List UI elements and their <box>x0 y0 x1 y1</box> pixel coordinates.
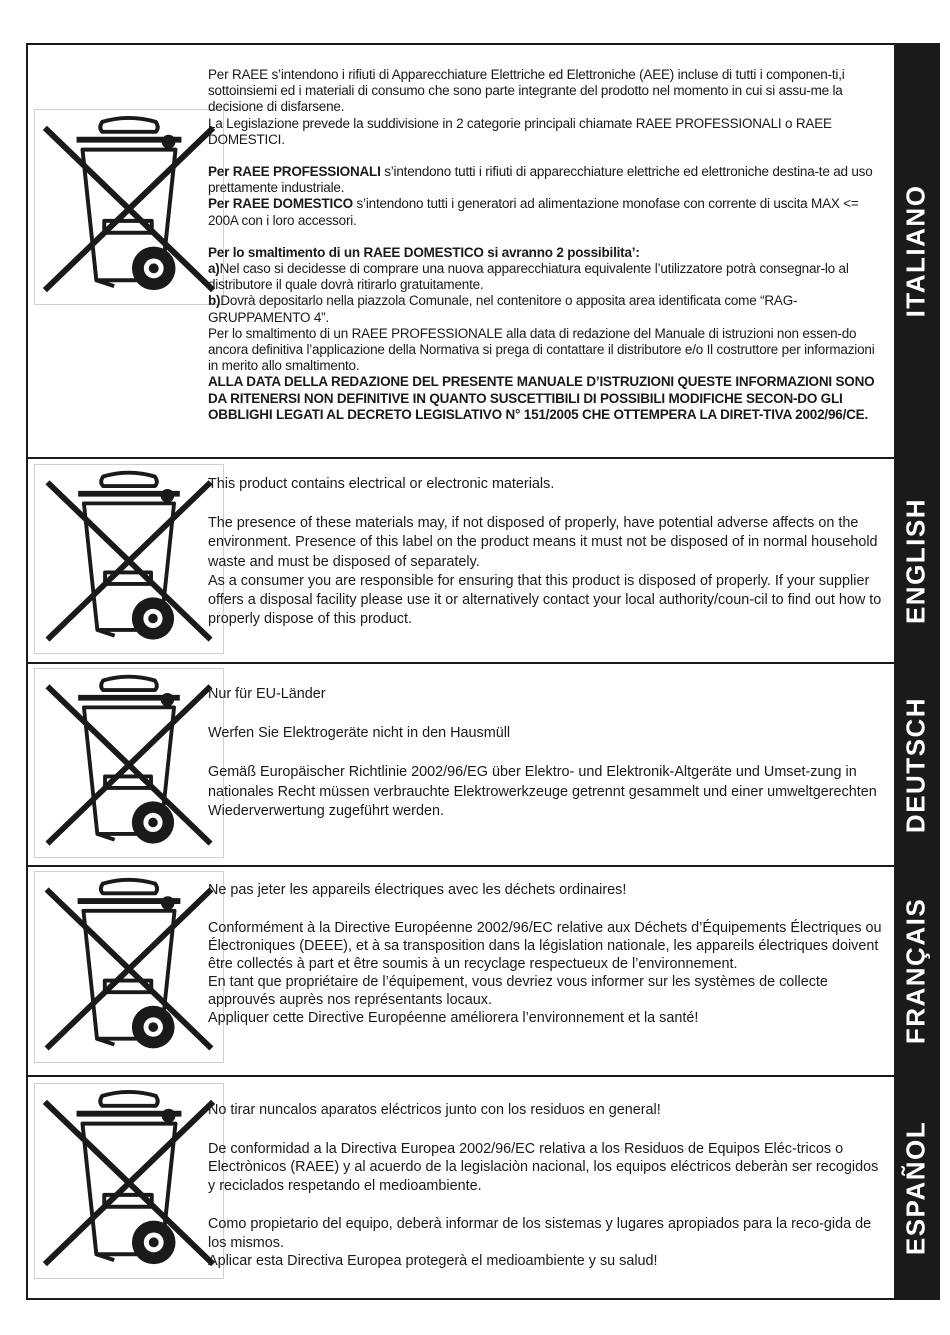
paragraph-text: s’intendono tutti i rifiuti di apparecchiature elettriche ed elettroniche destina-te ad uso prettamente industriale. <box>208 164 873 196</box>
paragraph-spacer <box>208 899 888 919</box>
section-italiano <box>28 45 938 459</box>
paragraph-spacer <box>208 743 888 763</box>
paragraph-text: This product contains electrical or electronic materials. <box>208 476 555 492</box>
paragraph-text: Conformément à la Directive Européenne 2002/96/EC relative aux Déchets d’Équipements Électriques ou Électroniques (DEEE), et à sa transposition dans la législation nationale, les appareils électriques doivent être collectés à part et être soumis à un recyclage respectueux de l’environnement. <box>208 920 882 972</box>
paragraph-text: Nur für EU-Länder <box>208 686 326 702</box>
bold-text: Per lo smaltimento di un RAEE DOMESTICO si avranno 2 possibilita’: <box>208 244 640 260</box>
language-label: FRANÇAIS <box>900 897 931 1045</box>
paragraph-text: En tant que propriétaire de l’équipement, vous devriez vous informer sur les systèmes de collecte approuvés auprès nos représentants locaux. <box>208 974 828 1008</box>
weee-bin-icon <box>34 109 224 305</box>
paragraph-text: Como propietario del equipo, deberà informar de los sistemas y lugares apropiados para la reco-gida de los mismos. <box>208 1216 872 1251</box>
paragraph-text: Per RAEE s’intendono i rifiuti di Apparecchiature Elettriche ed Elettroniche (AEE) incluse di tutti i componen-ti,i sottoinsiemi ed i materiali di consumo che sono parte integrante del prodotto nel momento in cui si assu-me la decisione di disfarsene. <box>208 67 845 115</box>
bold-text: a) <box>208 261 220 277</box>
paragraph-spacer <box>208 229 888 245</box>
language-label: ESPAÑOL <box>900 1120 931 1255</box>
paragraph-text: La Legislazione prevede la suddivisione in 2 categorie principali chiamate RAEE PROFESSIONALI o RAEE DOMESTICI. <box>208 115 832 147</box>
language-label-bar <box>894 459 938 662</box>
paragraph <box>208 572 888 630</box>
paragraph <box>208 1009 888 1027</box>
paragraph <box>208 724 888 743</box>
language-label: ITALIANO <box>900 184 931 318</box>
paragraph-text: Dovrà depositarlo nella piazzola Comunale, nel contenitore o apposita area identificata come “RAG-GRUPPAMENTO 4”. <box>208 293 798 325</box>
weee-bin-icon <box>34 871 224 1063</box>
bold-text: ALLA DATA DELLA REDAZIONE DEL PRESENTE MANUALE D’ISTRUZIONI QUESTE INFORMAZIONI SONO DA RITENERSI NON DEFINITIVE IN QUANTO SUSCETTIBILI DI POSSIBILI MODIFICHE SECON-DO GLI OBBLIGHI LEGATI AL DECRETO LEGISLATIVO N° 151/2005 CHE OTTEMPERA LA DIRET-TIVA 2002/96/CE. <box>208 374 875 422</box>
section-text <box>208 67 888 423</box>
paragraph-text: Ne pas jeter les appareils électriques avec les déchets ordinaires! <box>208 882 627 898</box>
bold-text: Per RAEE DOMESTICO <box>208 196 353 212</box>
weee-bin-icon <box>34 464 224 654</box>
section-text <box>208 475 888 629</box>
paragraph-text: s’intendono tutti i generatori ad alimentazione monofase con corrente di uscita MAX <= 200A con i loro accessori. <box>208 196 859 228</box>
section-text <box>208 1101 888 1271</box>
paragraph-spacer <box>208 1195 888 1215</box>
paragraph <box>208 261 888 293</box>
paragraph-text: Aplicar esta Directiva Europea protegerà el medioambiente y su salud! <box>208 1253 658 1269</box>
section-text <box>208 881 888 1027</box>
paragraph <box>208 1101 888 1120</box>
language-label-bar <box>894 664 938 865</box>
paragraph-spacer <box>208 494 888 514</box>
language-label-bar <box>894 45 938 457</box>
paragraph-text: Werfen Sie Elektrogeräte nicht in den Hausmüll <box>208 725 511 742</box>
bold-text: b) <box>208 293 221 309</box>
paragraph <box>208 245 888 261</box>
paragraph-spacer <box>208 704 888 724</box>
weee-bin-icon <box>34 1083 224 1279</box>
paragraph-text: The presence of these materials may, if not disposed of properly, have potential adverse affects on the environment. Presence of this label on the product means it must not be disposed of in normal household waste and must be disposed of separately. <box>208 515 878 570</box>
section-espanol <box>28 1077 938 1298</box>
paragraph-text: De conformidad a la Directiva Europea 2002/96/EC relativa a los Residuos de Equipos Eléc-tricos o Electrònicos (RAEE) y al acuerdo de la legislaciòn nacional, los equipos eléctricos deberàn ser recogidos y reciclados respetando el medioambiente. <box>208 1140 879 1194</box>
paragraph <box>208 475 888 494</box>
bold-text: Per RAEE PROFESSIONALI <box>208 164 381 180</box>
section-deutsch <box>28 664 938 867</box>
paragraph-spacer <box>208 1120 888 1140</box>
paragraph-text: Nel caso si decidesse di comprare una nuova apparecchiatura equivalente l’utilizzatore potrà consegnar-lo al distributore il quale dovrà ritirarlo gratuitamente. <box>208 261 849 293</box>
paragraph <box>208 293 888 325</box>
section-francais <box>28 867 938 1077</box>
language-label-bar <box>894 1077 938 1298</box>
paragraph-text: Appliquer cette Directive Européenne améliorera l’environnement et la santé! <box>208 1010 699 1026</box>
paragraph-text: No tirar nuncalos aparatos eléctricos junto con los residuos en general! <box>208 1102 661 1118</box>
paragraph <box>208 196 888 228</box>
paragraph <box>208 514 888 572</box>
section-english <box>28 459 938 664</box>
paragraph <box>208 374 888 423</box>
paragraph-spacer <box>208 148 888 164</box>
paragraph-text: Gemäß Europäischer Richtlinie 2002/96/EG über Elektro- und Elektronik-Altgeräte und Umset-zung in nationales Recht müssen verbrauchte Elektrowerkzeuge getrennt gesammelt und einer umweltgerechten Wiederverwertung zugeführt werden. <box>208 764 877 819</box>
paragraph <box>208 881 888 899</box>
paragraph <box>208 326 888 375</box>
paragraph <box>208 1140 888 1196</box>
paragraph <box>208 1252 888 1271</box>
language-label: DEUTSCH <box>900 696 931 833</box>
paragraph <box>208 1215 888 1252</box>
paragraph <box>208 164 888 196</box>
paragraph <box>208 763 888 821</box>
paragraph <box>208 685 888 704</box>
paragraph-text: As a consumer you are responsible for ensuring that this product is disposed of properly. If your supplier offers a disposal facility please use it or alternatively contact your local authority/coun-cil to find out how to properly dispose of this product. <box>208 572 882 628</box>
paragraph-text: Per lo smaltimento di un RAEE PROFESSIONALE alla data di redazione del Manuale di istruzioni non essen-do ancora definitiva l’applicazione della Normativa si prega di contattare il distributore e/o Il costruttore per informazioni in merito allo smaltimento. <box>208 325 875 374</box>
document-frame <box>26 43 940 1300</box>
language-label: ENGLISH <box>900 497 931 624</box>
language-label-bar <box>894 867 938 1075</box>
paragraph <box>208 919 888 973</box>
paragraph <box>208 67 888 116</box>
paragraph <box>208 973 888 1009</box>
section-text <box>208 685 888 821</box>
weee-bin-icon <box>34 668 224 858</box>
paragraph <box>208 116 888 148</box>
